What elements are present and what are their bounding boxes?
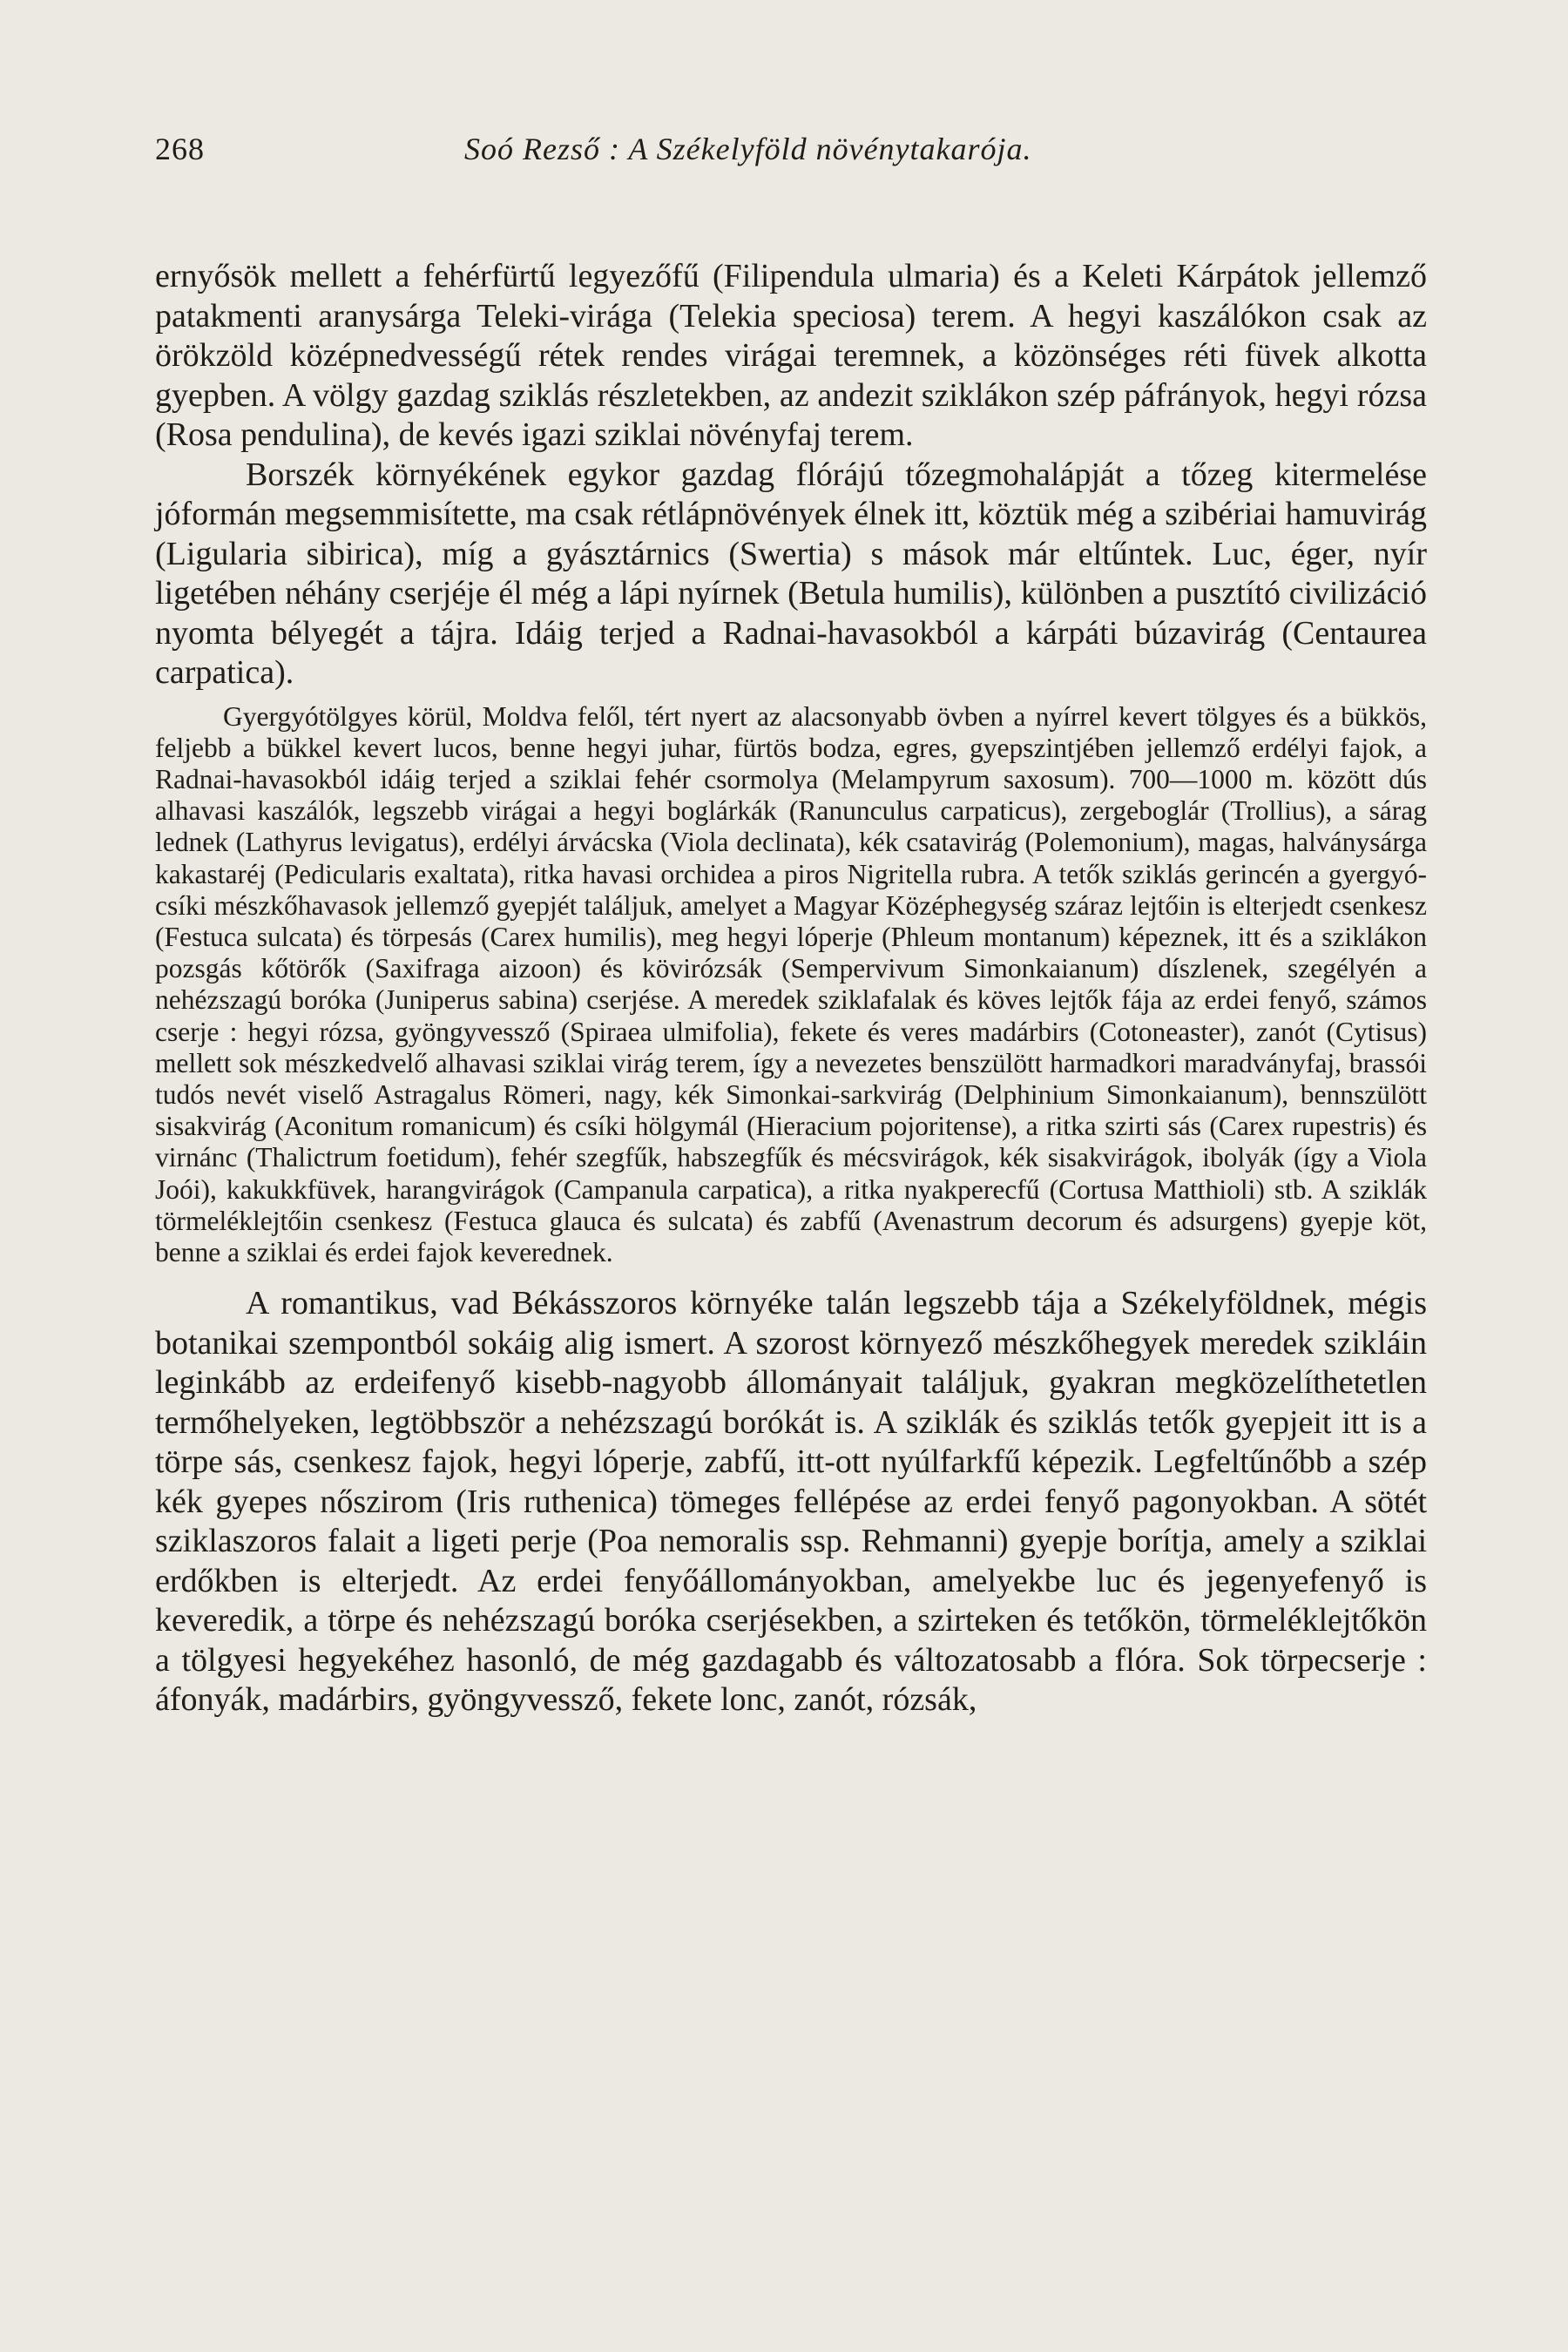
paragraph-2: Borszék környékének egykor gazdag flórájú tőzegmohalápját a tőzeg kitermelése jóformán megsemmisítette, ma csak rétlápnövények élnek itt, köztük még a szibériai hamuvirág (Ligularia sibirica), míg a gyásztárnics (Swertia) s mások már eltűntek. Luc, éger, nyír ligetében néhány cserjéje él még a lápi nyírnek (Betula humilis), különben a pusztító civilizáció nyomta bélyegét a tájra. Idáig terjed a Radnai-havasokból a kárpáti búzavirág (Centaurea carpatica). [155,456,1427,691]
paragraph-4: A romantikus, vad Békásszoros környéke talán legszebb tája a Székelyföldnek, mégis botanikai szempontból sokáig alig ismert. A szorost környező mészkőhegyek meredek szikláin leginkább az erdeifenyő kisebb-nagyobb állományait találjuk, gyakran megközelíthetetlen termőhelyeken, legtöbbször a nehézszagú borókát is. A sziklák és sziklás tetők gyepjeit itt is a törpe sás, csenkesz fajok, hegyi lóperje, zabfű, itt-ott nyúlfarkfű képezik. Legfeltűnőbb a szép kék gyepes nőszirom (Iris ruthenica) tömeges fellépése az erdei fenyő pagonyokban. A sötét sziklaszoros falait a ligeti perje (Poa nemoralis ssp. Rehmanni) gyepje borítja, amely a sziklai erdőkben is elterjedt. Az erdei fenyőállományokban, amelyekbe luc és jegenyefenyő is keveredik, a törpe és nehézszagú boróka cserjésekben, a szirteken és tetőkön, törmeléklejtőkön a tölgyesi hegyekéhez hasonló, de még gazdagabb és változatosabb a flóra. Sok törpecserje : áfonyák, madárbirs, gyöngyvessző, fekete lonc, zanót, rózsák, [155,1285,1427,1719]
running-head: Soó Rezső : A Székelyföld növénytakarója. [464,132,1032,166]
paragraph-1: ernyősök mellett a fehérfürtű legyezőfű (Filipendula ulmaria) és a Keleti Kárpátok jellemző patakmenti aranysárga Teleki-virága (Telekia speciosa) terem. A hegyi kaszálókon csak az örökzöld középnedvességű rétek rendes virágai teremnek, a közönséges réti füvek alkotta gyepben. A völgy gazdag sziklás részletekben, az andezit sziklákon szép páfrányok, hegyi rózsa (Rosa pendulina), de kevés igazi sziklai növényfaj terem. [155,258,1427,453]
paragraph-3-small-print: Gyergyótölgyes körül, Moldva felől, tért nyert az alacsonyabb övben a nyírrel kevert tölgyes és a bükkös, feljebb a bükkel kevert lucos, benne hegyi juhar, fürtös bodza, egres, gyepszintjében jellemző erdélyi fajok, a Radnai-havasokból idáig terjed a sziklai fehér csormolya (Melampyrum saxosum). 700—1000 m. között dús alhavasi kaszálók, legszebb virágai a hegyi boglárkák (Ranunculus carpaticus), zergeboglár (Trollius), a sárag lednek (Lathyrus levigatus), erdélyi árvácska (Viola declinata), kék csatavirág (Polemonium), magas, halványsárga kakastaréj (Pedicularis exaltata), ritka havasi orchidea a piros Nigritella rubra. A tetők sziklás gerincén a gyergyó-csíki mészkőhavasok jellemző gyepjét találjuk, amelyet a Magyar Középhegység száraz lejtőin is elterjedt csenkesz (Festuca sulcata) és törpesás (Carex humilis), meg hegyi lóperje (Phleum montanum) képeznek, itt és a sziklákon pozsgás kőtörők (Saxifraga aizoon) és kövirózsák (Sempervivum Simonkaianum) díszlenek, szegélyén a nehézszagú boróka (Juniperus sabina) cserjése. A meredek sziklafalak és köves lejtők fája az erdei fenyő, számos cserje : hegyi rózsa, gyöngyvessző (Spiraea ulmifolia), fekete és veres madárbirs (Cotoneaster), zanót (Cytisus) mellett sok mészkedvelő alhavasi sziklai virág terem, így a nevezetes benszülött harmadkori maradványfaj, brassói tudós nevét viselő Astragalus Römeri, nagy, kék Simonkai-sarkvirág (Delphinium Simonkaianum), bennszülött sisakvirág (Aconitum romanicum) és csíki hölgymál (Hieracium pojoritense), a ritka szirti sás (Carex rupestris) és virnánc (Thalictrum foetidum), fehér szegfűk, habszegfűk és mécsvirágok, kék sisakvirágok, ibolyák (így a Viola Joói), kakukkfüvek, harangvirágok (Campanula carpatica), a ritka nyakperecfű (Cortusa Matthioli) stb. A sziklák törmeléklejtőin csenkesz (Festuca glauca és sulcata) és zabfű (Avenastrum decorum és adsurgens) gyepje köt, benne a sziklai és erdei fajok keverednek. [155,700,1427,1267]
page-number: 268 [155,132,205,166]
page-header [155,131,1427,183]
body-text [155,257,1427,1720]
